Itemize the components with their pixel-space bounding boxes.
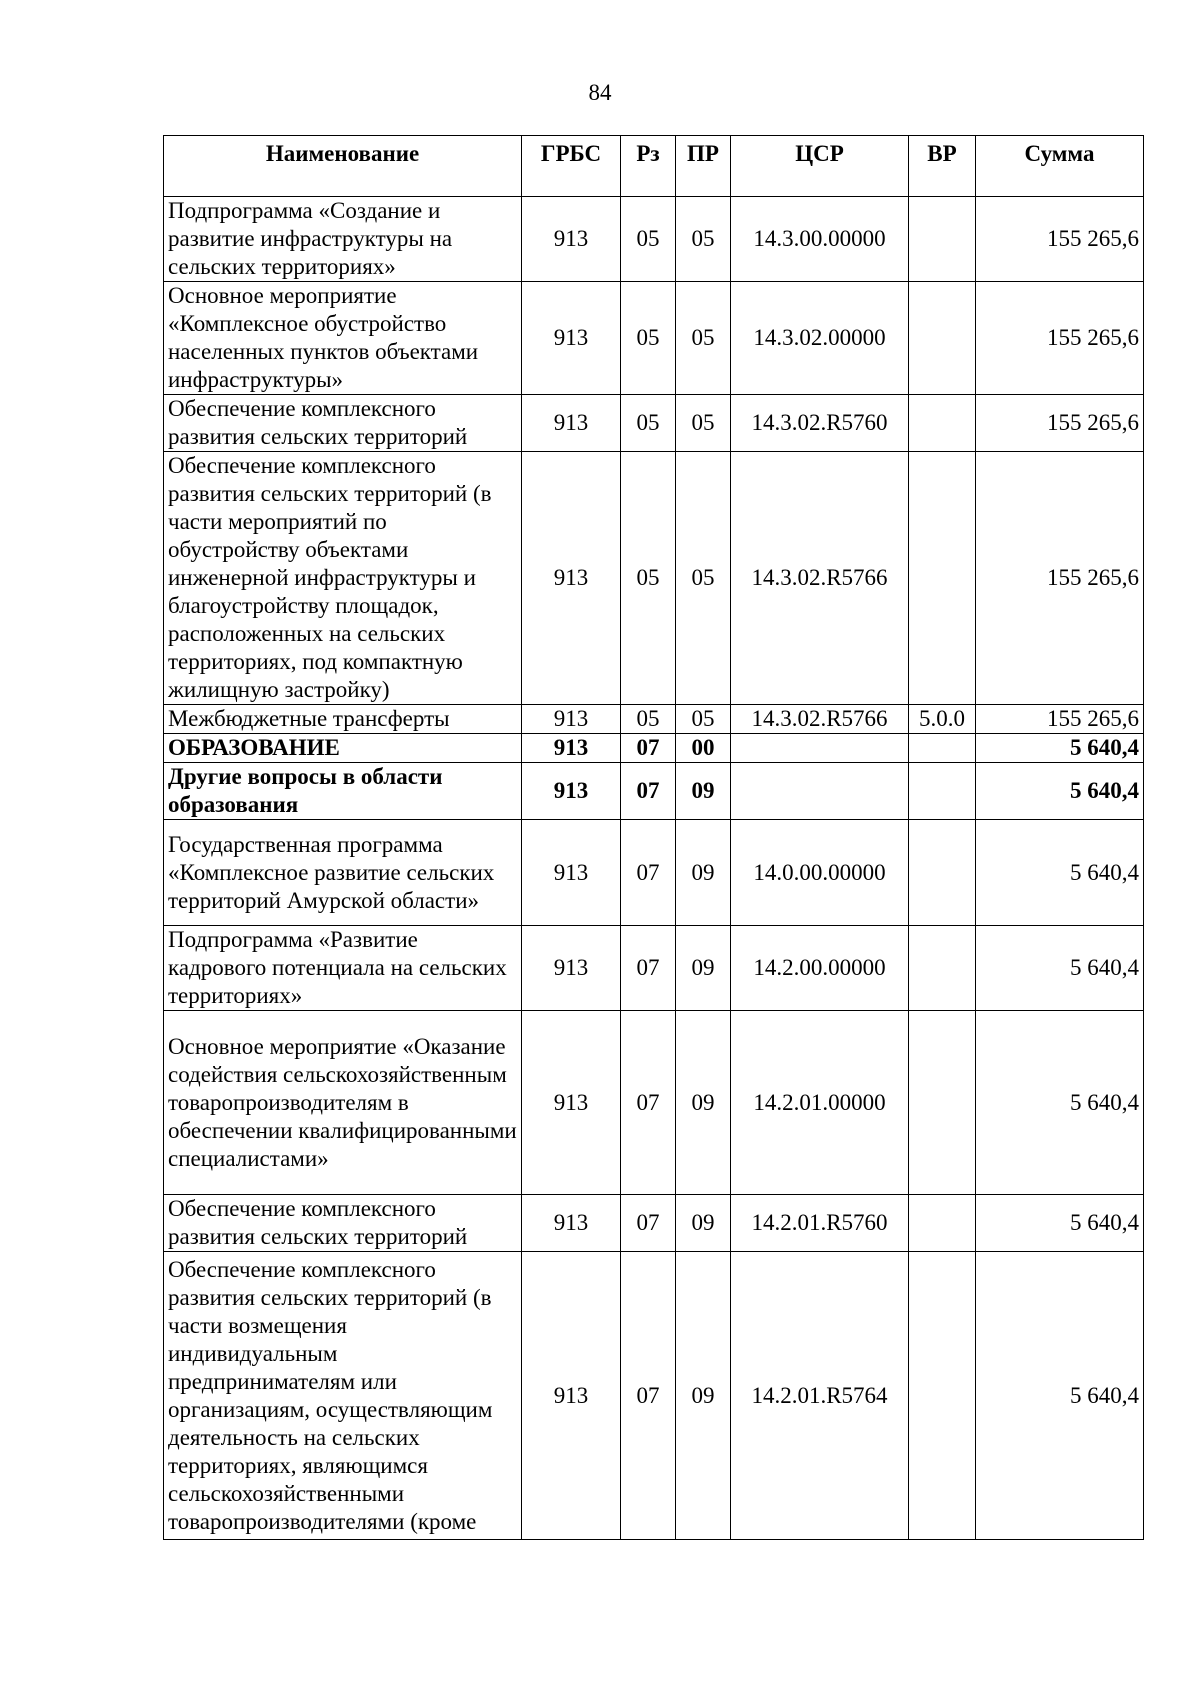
cell-rz: 05	[621, 282, 676, 395]
cell-pr: 09	[676, 1252, 731, 1540]
column-header-sum: Сумма	[976, 136, 1144, 197]
budget-table	[163, 135, 1144, 1540]
cell-vr	[909, 763, 976, 820]
cell-vr: 5.0.0	[909, 705, 976, 734]
cell-grbs: 913	[522, 1011, 621, 1195]
table-row	[164, 452, 1144, 705]
cell-vr	[909, 926, 976, 1011]
cell-csr	[731, 734, 909, 763]
cell-rz: 07	[621, 1011, 676, 1195]
cell-sum: 155 265,6	[976, 705, 1144, 734]
cell-pr: 09	[676, 820, 731, 926]
cell-grbs: 913	[522, 282, 621, 395]
cell-grbs: 913	[522, 734, 621, 763]
cell-pr: 05	[676, 705, 731, 734]
column-header-pr: ПР	[676, 136, 731, 197]
page-number: 84	[588, 80, 612, 105]
cell-pr: 05	[676, 395, 731, 452]
cell-vr	[909, 452, 976, 705]
table-body	[164, 197, 1144, 1540]
cell-csr: 14.3.02.R5760	[731, 395, 909, 452]
cell-name: Основное мероприятие «Комплексное обустройство населенных пунктов объектами инфраструктуры»	[164, 282, 522, 395]
table-row	[164, 395, 1144, 452]
cell-grbs: 913	[522, 705, 621, 734]
cell-grbs: 913	[522, 926, 621, 1011]
cell-csr: 14.3.02.R5766	[731, 452, 909, 705]
cell-sum: 155 265,6	[976, 452, 1144, 705]
cell-csr	[731, 763, 909, 820]
cell-name: Обеспечение комплексного развития сельских территорий	[164, 1195, 522, 1252]
cell-rz: 07	[621, 820, 676, 926]
column-header-vr: ВР	[909, 136, 976, 197]
cell-pr: 05	[676, 197, 731, 282]
cell-pr: 05	[676, 282, 731, 395]
cell-grbs: 913	[522, 452, 621, 705]
cell-grbs: 913	[522, 395, 621, 452]
cell-sum: 5 640,4	[976, 1011, 1144, 1195]
table-row	[164, 926, 1144, 1011]
cell-rz: 07	[621, 926, 676, 1011]
cell-pr: 09	[676, 1195, 731, 1252]
cell-sum: 5 640,4	[976, 820, 1144, 926]
cell-vr	[909, 1195, 976, 1252]
column-header-name: Наименование	[164, 136, 522, 197]
cell-sum: 155 265,6	[976, 197, 1144, 282]
cell-sum: 5 640,4	[976, 1195, 1144, 1252]
cell-name: Основное мероприятие «Оказание содействия сельскохозяйственным товаропроизводителям в обеспечении квалифицированными специалистами»	[164, 1011, 522, 1195]
table-row	[164, 1195, 1144, 1252]
table-header-row	[164, 136, 1144, 197]
cell-rz: 07	[621, 1252, 676, 1540]
cell-csr: 14.3.00.00000	[731, 197, 909, 282]
table-row	[164, 820, 1144, 926]
cell-sum: 5 640,4	[976, 734, 1144, 763]
cell-pr: 00	[676, 734, 731, 763]
table-row	[164, 763, 1144, 820]
cell-rz: 05	[621, 197, 676, 282]
cell-csr: 14.3.02.00000	[731, 282, 909, 395]
cell-csr: 14.0.00.00000	[731, 820, 909, 926]
cell-grbs: 913	[522, 197, 621, 282]
cell-vr	[909, 197, 976, 282]
table-row	[164, 1252, 1144, 1540]
cell-rz: 07	[621, 734, 676, 763]
cell-rz: 05	[621, 452, 676, 705]
cell-vr	[909, 1252, 976, 1540]
cell-name: Обеспечение комплексного развития сельских территорий (в части мероприятий по обустройству объектами инженерной инфраструктуры и благоустройству площадок, расположенных на сельских территориях, под компактную жилищную застройку)	[164, 452, 522, 705]
cell-vr	[909, 734, 976, 763]
cell-sum: 5 640,4	[976, 926, 1144, 1011]
cell-pr: 09	[676, 763, 731, 820]
column-header-grbs: ГРБС	[522, 136, 621, 197]
cell-name: Обеспечение комплексного развития сельских территорий (в части возмещения индивидуальным предпринимателям или организациям, осуществляющим деятельность на сельских территориях, являющимся сельскохозяйственными товаропроизводителями (кроме	[164, 1252, 522, 1540]
cell-csr: 14.3.02.R5766	[731, 705, 909, 734]
cell-sum: 155 265,6	[976, 395, 1144, 452]
cell-name: Подпрограмма «Создание и развитие инфраструктуры на сельских территориях»	[164, 197, 522, 282]
cell-grbs: 913	[522, 1252, 621, 1540]
cell-pr: 05	[676, 452, 731, 705]
column-header-rz: Рз	[621, 136, 676, 197]
cell-vr	[909, 1011, 976, 1195]
table-row	[164, 282, 1144, 395]
cell-vr	[909, 282, 976, 395]
cell-csr: 14.2.01.00000	[731, 1011, 909, 1195]
table-row	[164, 197, 1144, 282]
cell-csr: 14.2.00.00000	[731, 926, 909, 1011]
cell-rz: 05	[621, 705, 676, 734]
cell-vr	[909, 820, 976, 926]
cell-rz: 07	[621, 1195, 676, 1252]
cell-name: Подпрограмма «Развитие кадрового потенциала на сельских территориях»	[164, 926, 522, 1011]
cell-name: Другие вопросы в области образования	[164, 763, 522, 820]
cell-name: Государственная программа «Комплексное развитие сельских территорий Амурской области»	[164, 820, 522, 926]
column-header-csr: ЦСР	[731, 136, 909, 197]
cell-pr: 09	[676, 1011, 731, 1195]
cell-name: Обеспечение комплексного развития сельских территорий	[164, 395, 522, 452]
cell-pr: 09	[676, 926, 731, 1011]
cell-grbs: 913	[522, 820, 621, 926]
table-row	[164, 1011, 1144, 1195]
cell-vr	[909, 395, 976, 452]
cell-sum: 5 640,4	[976, 763, 1144, 820]
cell-name: Межбюджетные трансферты	[164, 705, 522, 734]
cell-sum: 155 265,6	[976, 282, 1144, 395]
cell-grbs: 913	[522, 1195, 621, 1252]
table-row	[164, 705, 1144, 734]
cell-rz: 07	[621, 763, 676, 820]
table-row	[164, 734, 1144, 763]
cell-sum: 5 640,4	[976, 1252, 1144, 1540]
cell-rz: 05	[621, 395, 676, 452]
cell-csr: 14.2.01.R5760	[731, 1195, 909, 1252]
cell-csr: 14.2.01.R5764	[731, 1252, 909, 1540]
cell-grbs: 913	[522, 763, 621, 820]
cell-name: ОБРАЗОВАНИЕ	[164, 734, 522, 763]
